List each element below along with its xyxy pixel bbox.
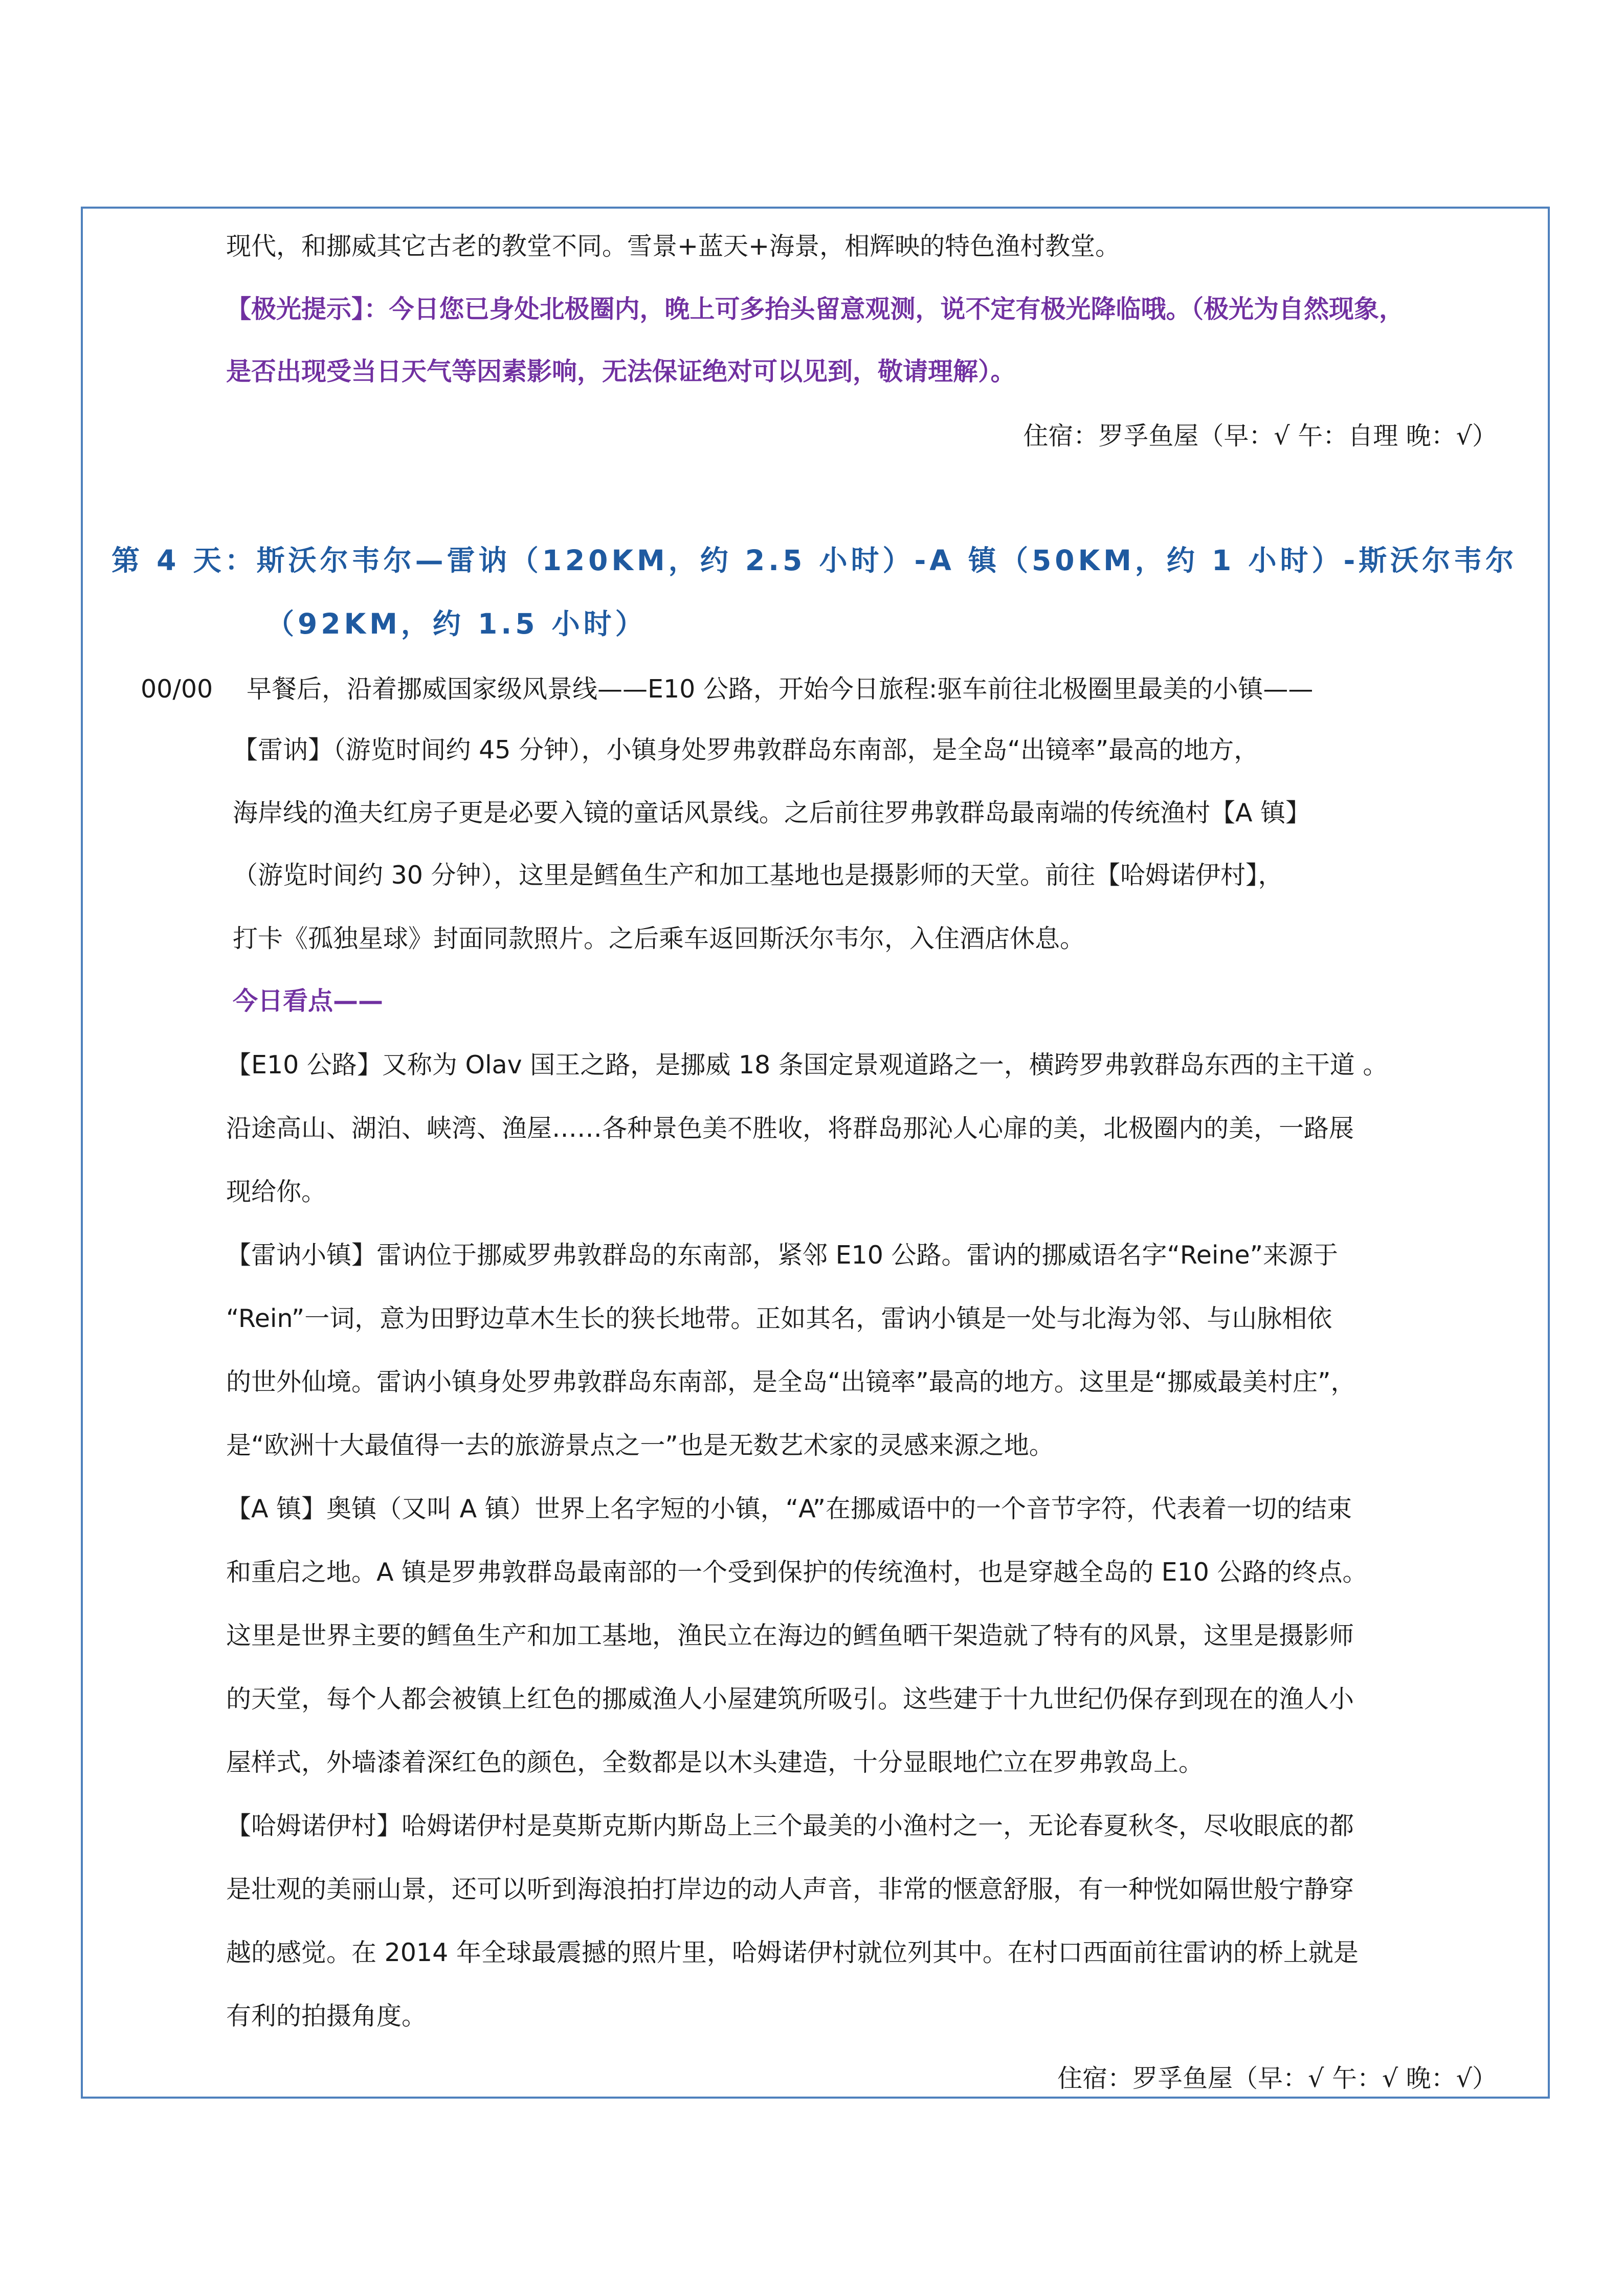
reine-text: 【雷讷小镇】雷讷位于挪威罗弗敦群岛的东南部，紧邻 E10 公路。雷讷的挪威语名字“Reine”来源于 xyxy=(226,1241,1339,1270)
a-town-text: 和重启之地。A 镇是罗弗敦群岛最南部的一个受到保护的传统渔村，也是穿越全岛的 E10 公路的终点。 xyxy=(226,1558,1368,1587)
day4-title-cont: （92KM，约 1.5 小时） xyxy=(266,607,647,640)
hamnoy-text: 有利的拍摄角度。 xyxy=(226,2001,427,2031)
hamnoy-text: 【哈姆诺伊村】哈姆诺伊村是莫斯克斯内斯岛上三个最美的小渔村之一，无论春夏秋冬，尽收眼底的都 xyxy=(226,1811,1354,1840)
day4-lodging: 住宿：罗孚鱼屋（早：√ 午：√ 晚：√） xyxy=(1057,2064,1497,2093)
day4-para-line: （游览时间约 30 分钟），这里是鳕鱼生产和加工基地也是摄影师的天堂。前往【哈姆诺伊村】， xyxy=(233,861,1283,890)
day4-title: 第 4 天：斯沃尔韦尔—雷讷（120KM，约 2.5 小时）-A 镇（50KM，约 1 小时）-斯沃尔韦尔 xyxy=(112,544,1518,577)
a-town-text: 屋样式，外墙漆着深红色的颜色，全数都是以木头建造，十分显眼地伫立在罗弗敦岛上。 xyxy=(226,1748,1204,1777)
highlights-heading: 今日看点—— xyxy=(233,986,384,1016)
reine-text: “Rein”一词，意为田野边草木生长的狭长地带。正如其名，雷讷小镇是一处与北海为邻、与山脉相依 xyxy=(226,1304,1332,1333)
prev-lodging: 住宿：罗孚鱼屋（早：√ 午：自理 晚：√） xyxy=(1023,421,1497,451)
reine-text: 是“欧洲十大最值得一去的旅游景点之一”也是无数艺术家的灵感来源之地。 xyxy=(226,1431,1054,1460)
day4-para-line: 打卡《孤独星球》封面同款照片。之后乘车返回斯沃尔韦尔，入住酒店休息。 xyxy=(233,924,1085,953)
day4-para-line: 海岸线的渔夫红房子更是必要入镜的童话风景线。之后前往罗弗敦群岛最南端的传统渔村【A 镇】 xyxy=(233,798,1311,827)
e10-text: 现给你。 xyxy=(226,1177,327,1206)
hamnoy-text: 是壮观的美丽山景，还可以听到海浪拍打岸边的动人声音，非常的惬意舒服，有一种恍如隔世般宁静穿 xyxy=(226,1875,1354,1904)
aurora-tip-line2: 是否出现受当日天气等因素影响，无法保证绝对可以见到，敬请理解）。 xyxy=(226,357,1016,386)
day4-para-line: 【雷讷】（游览时间约 45 分钟），小镇身处罗弗敦群岛东南部，是全岛“出镜率”最高的地方， xyxy=(233,735,1259,764)
aurora-tip-line1: 【极光提示】：今日您已身处北极圈内，晚上可多抬头留意观测，说不定有极光降临哦。（极光为自然现象， xyxy=(226,295,1405,324)
hamnoy-text: 越的感觉。在 2014 年全球最震撼的照片里，哈姆诺伊村就位列其中。在村口西面前往雷讷的桥上就是 xyxy=(226,1938,1359,1967)
prev-day-text: 现代，和挪威其它古老的教堂不同。雪景+蓝天+海景，相辉映的特色渔村教堂。 xyxy=(226,232,1121,261)
day4-para-line: 早餐后，沿着挪威国家级风景线——E10 公路，开始今日旅程:驱车前往北极圈里最美的小镇—— xyxy=(247,674,1314,704)
e10-text: 沿途高山、湖泊、峡湾、渔屋……各种景色美不胜收，将群岛那沁人心扉的美，北极圈内的美，一路展 xyxy=(226,1114,1354,1143)
a-town-text: 【A 镇】奥镇（又叫 A 镇）世界上名字短的小镇，“A”在挪威语中的一个音节字符，代表着一切的结束 xyxy=(226,1494,1352,1523)
a-town-text: 的天堂，每个人都会被镇上红色的挪威渔人小屋建筑所吸引。这些建于十九世纪仍保存到现在的渔人小 xyxy=(226,1684,1354,1714)
e10-text: 【E10 公路】又称为 Olav 国王之路，是挪威 18 条国定景观道路之一，横跨罗弗敦群岛东西的主干道 。 xyxy=(226,1050,1388,1079)
a-town-text: 这里是世界主要的鳕鱼生产和加工基地，渔民立在海边的鳕鱼晒干架造就了特有的风景，这里是摄影师 xyxy=(226,1621,1354,1650)
reine-text: 的世外仙境。雷讷小镇身处罗弗敦群岛东南部，是全岛“出镜率”最高的地方。这里是“挪威最美村庄”， xyxy=(226,1367,1356,1397)
day4-time: 00/00 xyxy=(141,674,213,704)
